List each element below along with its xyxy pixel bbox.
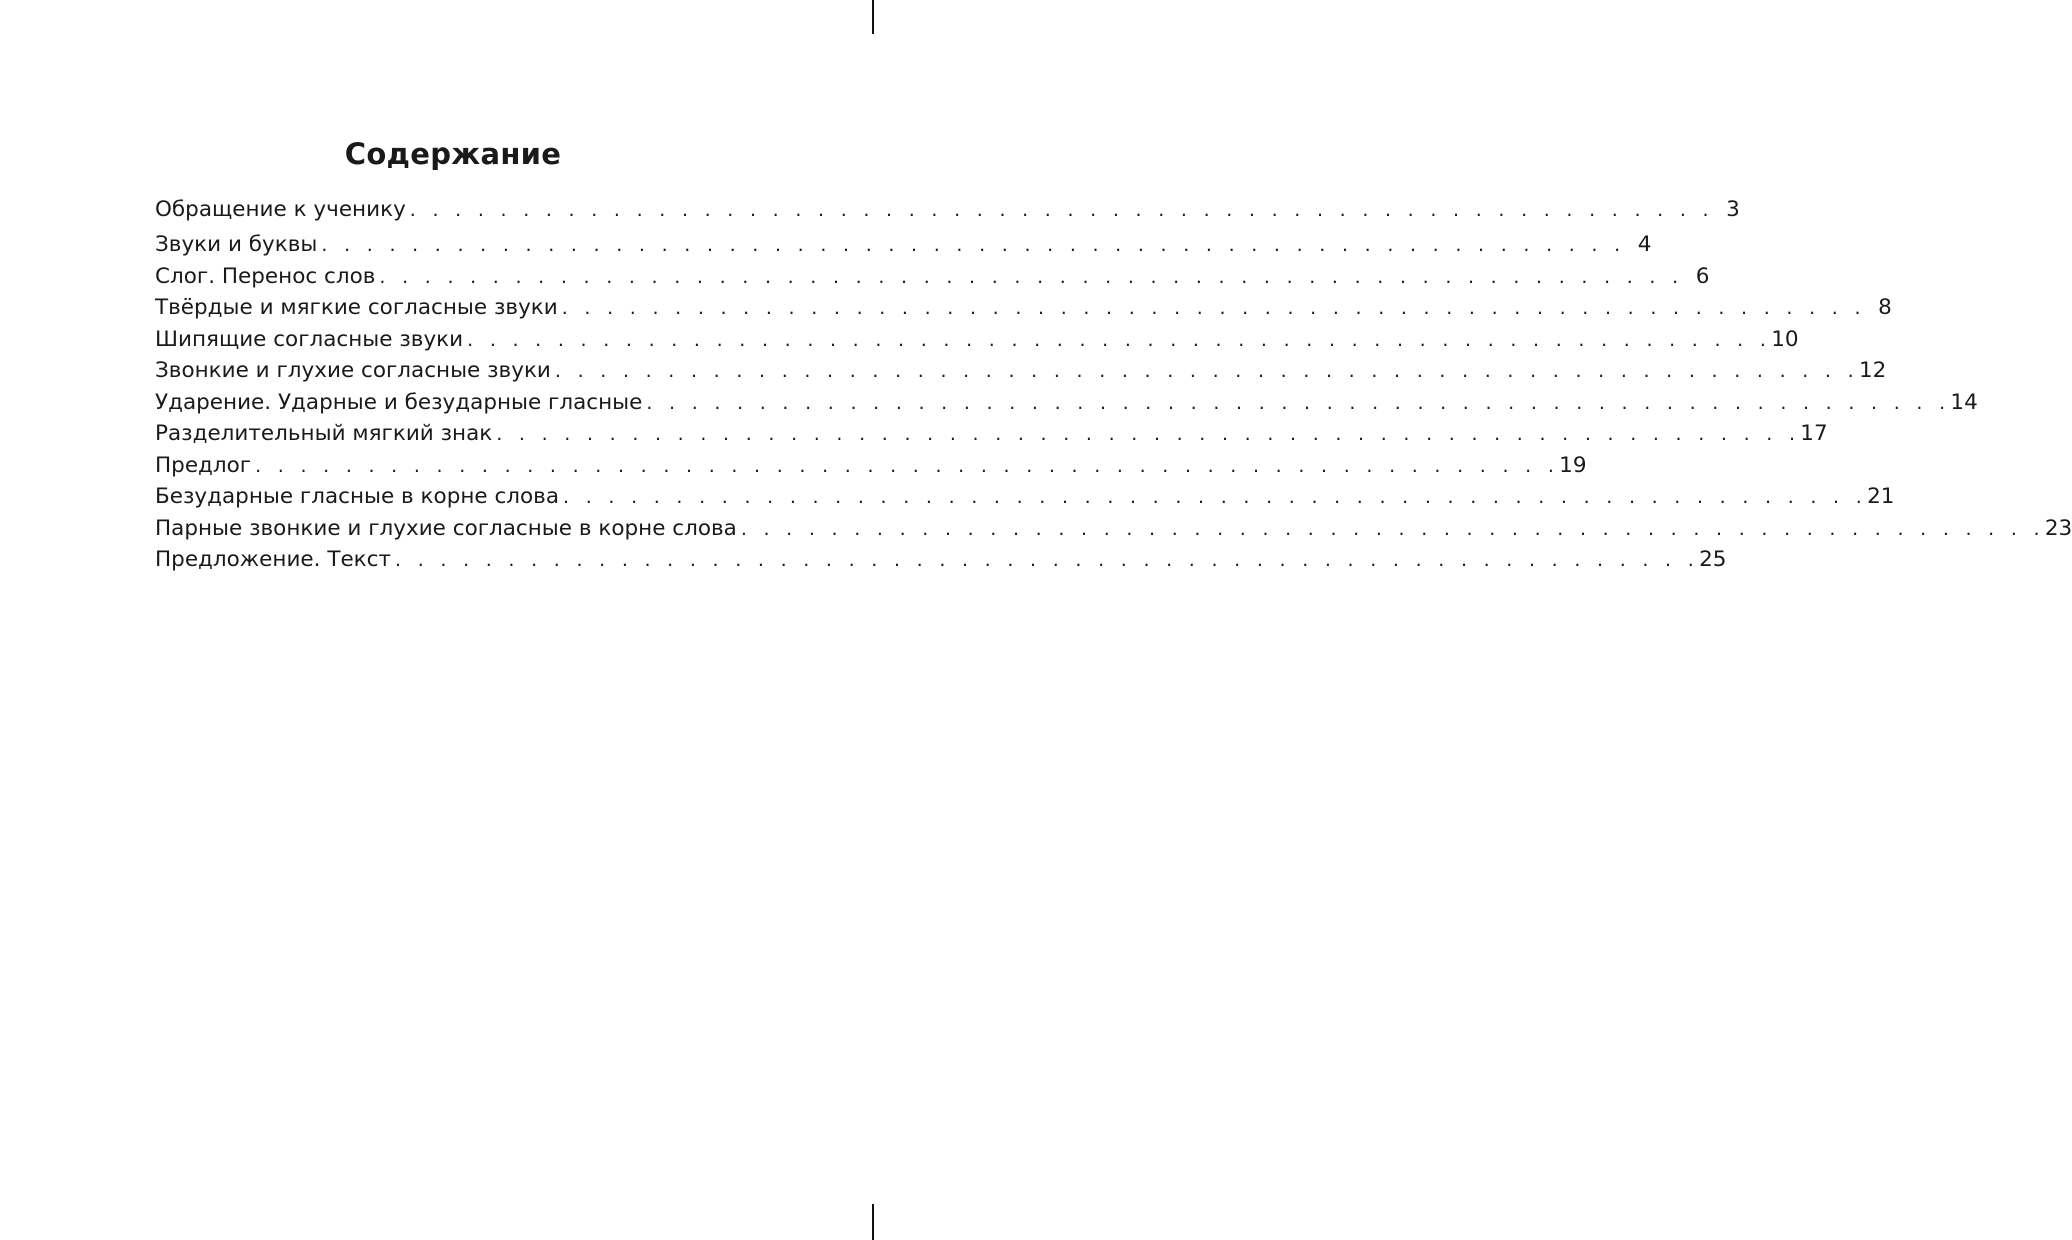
toc-dot-leader: . . . . . . . . . . . . . . . . . . . . . . . . . . . . . . . . . . . . . . . . . . . . . . . . . . . . . . . . . . [395, 549, 1700, 571]
toc-dot-leader: . . . . . . . . . . . . . . . . . . . . . . . . . . . . . . . . . . . . . . . . . . . . . . . . . . . . . . . . . . [255, 454, 1560, 477]
toc-page-number: 21 [1867, 484, 1895, 509]
toc-entry[interactable] [155, 355, 1887, 387]
toc-dot-leader: . . . . . . . . . . . . . . . . . . . . . . . . . . . . . . . . . . . . . . . . . . . . . . . . . . . . . . . . . . [467, 328, 1772, 351]
crop-mark-bottom [872, 1204, 874, 1240]
toc-entry[interactable] [155, 513, 2072, 545]
toc-dot-leader: . . . . . . . . . . . . . . . . . . . . . . . . . . . . . . . . . . . . . . . . . . . . . . . . . . . . . . . . . . [321, 234, 1626, 256]
toc-entry[interactable] [155, 194, 1740, 226]
toc-entry-title: Безударные гласные в корне слова [155, 484, 560, 509]
toc-dot-leader: . . . . . . . . . . . . . . . . . . . . . . . . . . . . . . . . . . . . . . . . . . . . . . . . . . . . . . . . . . [563, 486, 1868, 508]
toc-entry[interactable] [155, 450, 1587, 482]
toc-dot-leader: . . . . . . . . . . . . . . . . . . . . . . . . . . . . . . . . . . . . . . . . . . . . . . . . . . . . . . . . . . [554, 360, 1859, 382]
toc-dot-leader: . . . . . . . . . . . . . . . . . . . . . . . . . . . . . . . . . . . . . . . . . . . . . . . . . . . . . . . . . . [740, 517, 2045, 540]
toc-entry[interactable] [155, 418, 1828, 450]
toc-page-number: 8 [1878, 295, 1892, 320]
toc-page-number: 12 [1858, 358, 1887, 383]
toc-page-number: 4 [1637, 232, 1652, 257]
toc-dot-leader: . . . . . . . . . . . . . . . . . . . . . . . . . . . . . . . . . . . . . . . . . . . . . . . . . . . . . . . . . . [561, 297, 1866, 319]
toc-entry[interactable] [155, 261, 1710, 293]
toc-entry[interactable] [155, 292, 1892, 324]
toc-page-number: 25 [1699, 547, 1727, 572]
toc-page-number: 3 [1726, 197, 1740, 222]
toc-entry-title: Разделительный мягкий знак [155, 421, 493, 446]
toc-entry-title: Твёрдые и мягкие согласные звуки [155, 295, 558, 320]
table-of-contents [155, 194, 2072, 576]
toc-entry-title: Звонкие и глухие согласные звуки [155, 358, 551, 383]
page-title: Содержание [344, 137, 562, 172]
toc-entry-title: Обращение к ученику [155, 197, 406, 222]
toc-dot-leader: . . . . . . . . . . . . . . . . . . . . . . . . . . . . . . . . . . . . . . . . . . . . . . . . . . . . . . . . . . [646, 391, 1951, 414]
toc-dot-leader: . . . . . . . . . . . . . . . . . . . . . . . . . . . . . . . . . . . . . . . . . . . . . . . . . . . . . . . . . . [409, 199, 1714, 221]
toc-entry[interactable] [155, 324, 1799, 356]
toc-entry-title: Слог. Перенос слов [155, 263, 376, 289]
crop-mark-top [872, 0, 874, 34]
toc-entry[interactable] [155, 229, 1652, 261]
toc-page-number: 6 [1695, 263, 1710, 289]
toc-entry-title: Звуки и буквы [155, 232, 318, 257]
toc-page-number: 23 [2044, 515, 2072, 541]
toc-entry-title: Предлог [155, 452, 252, 478]
toc-page-number: 10 [1771, 326, 1799, 352]
toc-entry-title: Ударение. Ударные и безударные гласные [155, 389, 643, 415]
toc-entry-title: Шипящие согласные звуки [155, 326, 464, 352]
toc-page-number: 19 [1559, 452, 1587, 478]
toc-entry[interactable] [155, 481, 1895, 513]
toc-entry[interactable] [155, 387, 1978, 419]
toc-page-number: 14 [1950, 389, 1978, 415]
toc-entry[interactable] [155, 544, 1727, 576]
toc-entry-title: Парные звонкие и глухие согласные в корне слова [155, 515, 737, 541]
toc-dot-leader: . . . . . . . . . . . . . . . . . . . . . . . . . . . . . . . . . . . . . . . . . . . . . . . . . . . . . . . . . . [379, 265, 1684, 288]
toc-entry-title: Предложение. Текст [155, 547, 392, 572]
toc-page-number: 17 [1800, 421, 1828, 446]
toc-dot-leader: . . . . . . . . . . . . . . . . . . . . . . . . . . . . . . . . . . . . . . . . . . . . . . . . . . . . . . . . . . [496, 423, 1801, 445]
